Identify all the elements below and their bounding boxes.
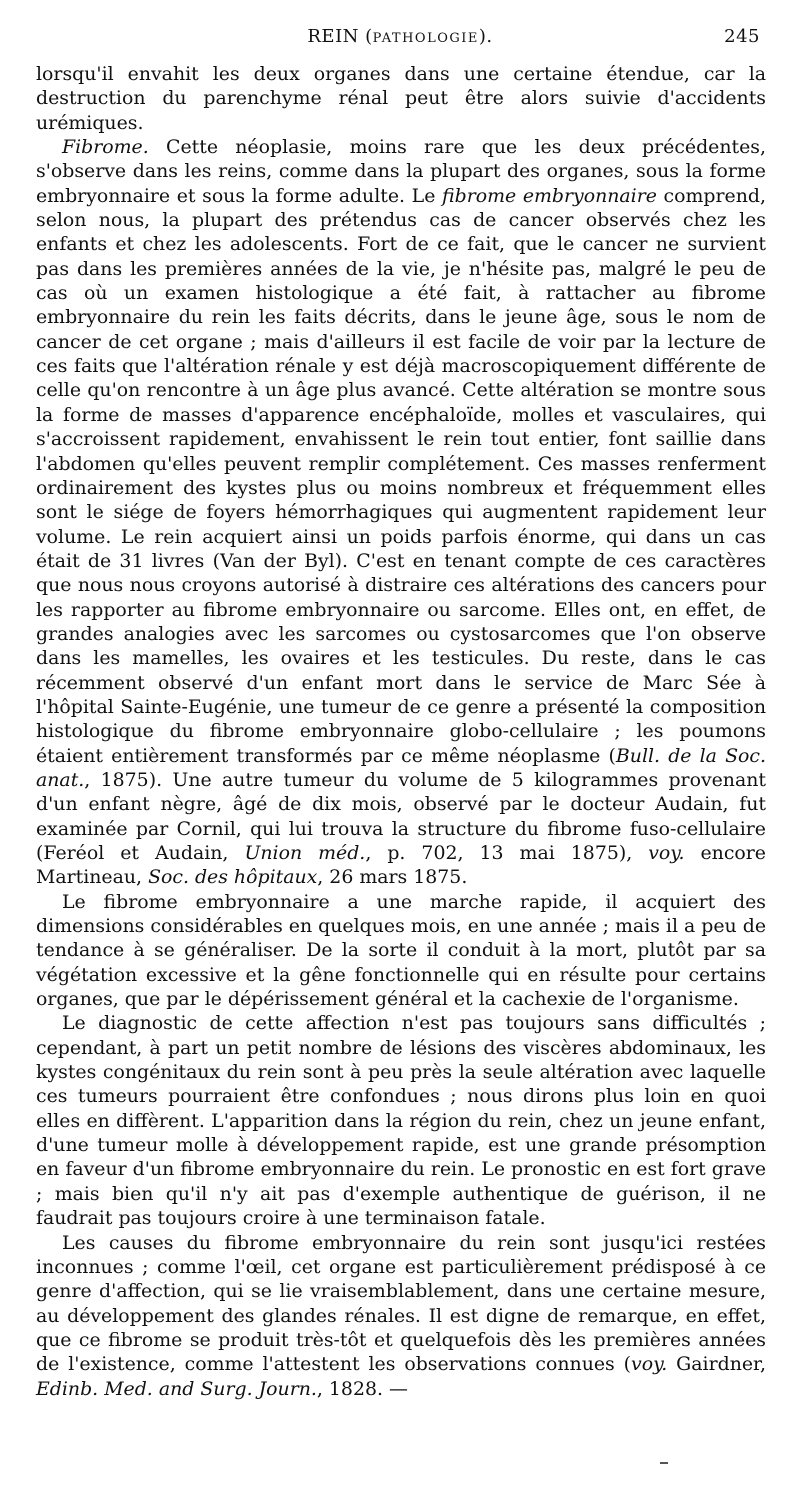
citation-title: Bull. de la Soc. anat. [36, 744, 766, 791]
running-title-end: ). [478, 26, 493, 47]
citation-voy: voy. [631, 1353, 668, 1376]
running-head [0, 26, 800, 52]
page-number: 245 [724, 26, 760, 47]
paragraph-marche: Le fibrome embryonnaire a une marche rapide, il acquiert des dimensions considérables en quelques mois, en une année ; mais il a peu de tendance à se généraliser. De la sorte il conduit à la mort, plutôt par sa végétation excessive et la gêne fonctionnelle qui en résulte pour certains organes, que par le dépérissement général et la cachexie de l'organisme. [36, 890, 766, 1011]
paragraph-continuation: lorsqu'il envahit les deux organes dans une certaine étendue, car la destruction du parenchyme rénal peut être alors suivie d'accidents urémiques. [36, 63, 766, 134]
print-mark [660, 1462, 668, 1464]
citation-title: Union méd. [244, 842, 366, 864]
page-body [36, 62, 766, 1401]
citation-title: Soc. des hôpitaux [148, 866, 318, 889]
running-title-main: REIN ( [307, 26, 373, 47]
emphasis-term: fibrome embryonnaire [442, 184, 657, 207]
section-lead: Fibrome. [62, 136, 149, 159]
running-title-small-caps: PATHOLOGIE [372, 31, 479, 46]
paragraph-fibrome: Fibrome. Cette néoplasie, moins rare que les deux précédentes, s'observe dans les reins, comme dans la plupart des organes, sous la forme embryonnaire et sous la forme adulte. Le fibrome embryonnaire comprend, selon nous, la plupart des prétendus cas de cancer observés chez les enfants et chez les adolescents. Fort de ce fait, que le cancer ne survient pas dans les premières années de la vie, je n'hésite pas, malgré le peu de cas où un examen histologique a été fait, à rattacher au fibrome embryonnaire du rein les faits décrits, dans le jeune âge, sous le nom de cancer de cet organe ; mais d'ailleurs il est facile de voir par la lecture de ces faits que l'altération rénale y est déjà macroscopiquement différente de celle qu'on rencontre à un âge plus avancé. Cette altération se montre sous la forme de masses d'apparence encéphaloïde, molles et vasculaires, qui s'accroissent rapidement, envahissent le rein tout entier, font saillie dans l'abdomen qu'elles peuvent remplir complétement. Ces masses renferment ordinairement des kystes plus ou moins nombreux et fréquemment elles sont le siége de foyers hémorrhagiques qui augmentent rapidement leur volume. Le rein acquiert ainsi un poids parfois énorme, qui dans un cas était de 31 livres (Van der Byl). C'est en tenant compte de ces caractères que nous nous croyons autorisé à distraire ces altérations des cancers pour les rapporter au fibrome embryonnaire ou sarcome. Elles ont, en effet, de grandes analogies avec les sarcomes ou cystosarcomes que l'on observe dans les mamelles, les ovaires et les testicules. Du reste, dans le cas récemment observé d'un enfant mort dans le service de Marc Sée à l'hôpital Sainte-Eugénie, une tumeur de ce genre a présenté la composition histologique du fibrome embryonnaire globo-cellulaire ; les poumons étaient entièrement transformés par ce même néoplasme (Bull. de la Soc. anat., 1875). Une autre tumeur du volume de 5 kilogrammes provenant d'un enfant nègre, âgé de dix mois, observé par le docteur Audain, fut examinée par Cornil, qui lui trouva la structure du fibrome fuso-cellulaire (Feréol et Audain, Union méd., p. 702, 13 mai 1875), voy. encore Martineau, Soc. des hôpitaux, 26 mars 1875. [36, 136, 766, 889]
citation-title: Edinb. Med. and Surg. Journ. [36, 1377, 317, 1400]
paragraph-diagnostic: Le diagnostic de cette affection n'est pas toujours sans difficultés ; cependant, à part un petit nombre de lésions des viscères abdominaux, les kystes congénitaux du rein sont à peu près la seule altération avec laquelle ces tumeurs pourraient être confondues ; nous dirons plus loin en quoi elles en diffèrent. L'apparition dans la région du rein, chez un jeune enfant, d'une tumeur molle à développement rapide, est une grande présomption en faveur d'un fibrome embryonnaire du rein. Le pronostic en est fort grave ; mais bien qu'il n'y ait pas d'exemple authentique de guérison, il ne faudrait pas toujours croire à une terminaison fatale. [36, 1012, 767, 1230]
citation-voy: voy. [648, 842, 685, 864]
paragraph-causes: Les causes du fibrome embryonnaire du rein sont jusqu'ici restées inconnues ; comme l'œil, cet organe est particulièrement prédisposé à ce genre d'affection, qui se lie vraisemblablement, dans une certaine mesure, au développement des glandes rénales. Il est digne de remarque, en effet, que ce fibrome se produit très-tôt et quelquefois dès les premières années de l'existence, comme l'attestent les observations connues (voy. Gairdner, Edinb. Med. and Surg. Journ., 1828. — [36, 1231, 767, 1400]
running-title [0, 26, 800, 47]
